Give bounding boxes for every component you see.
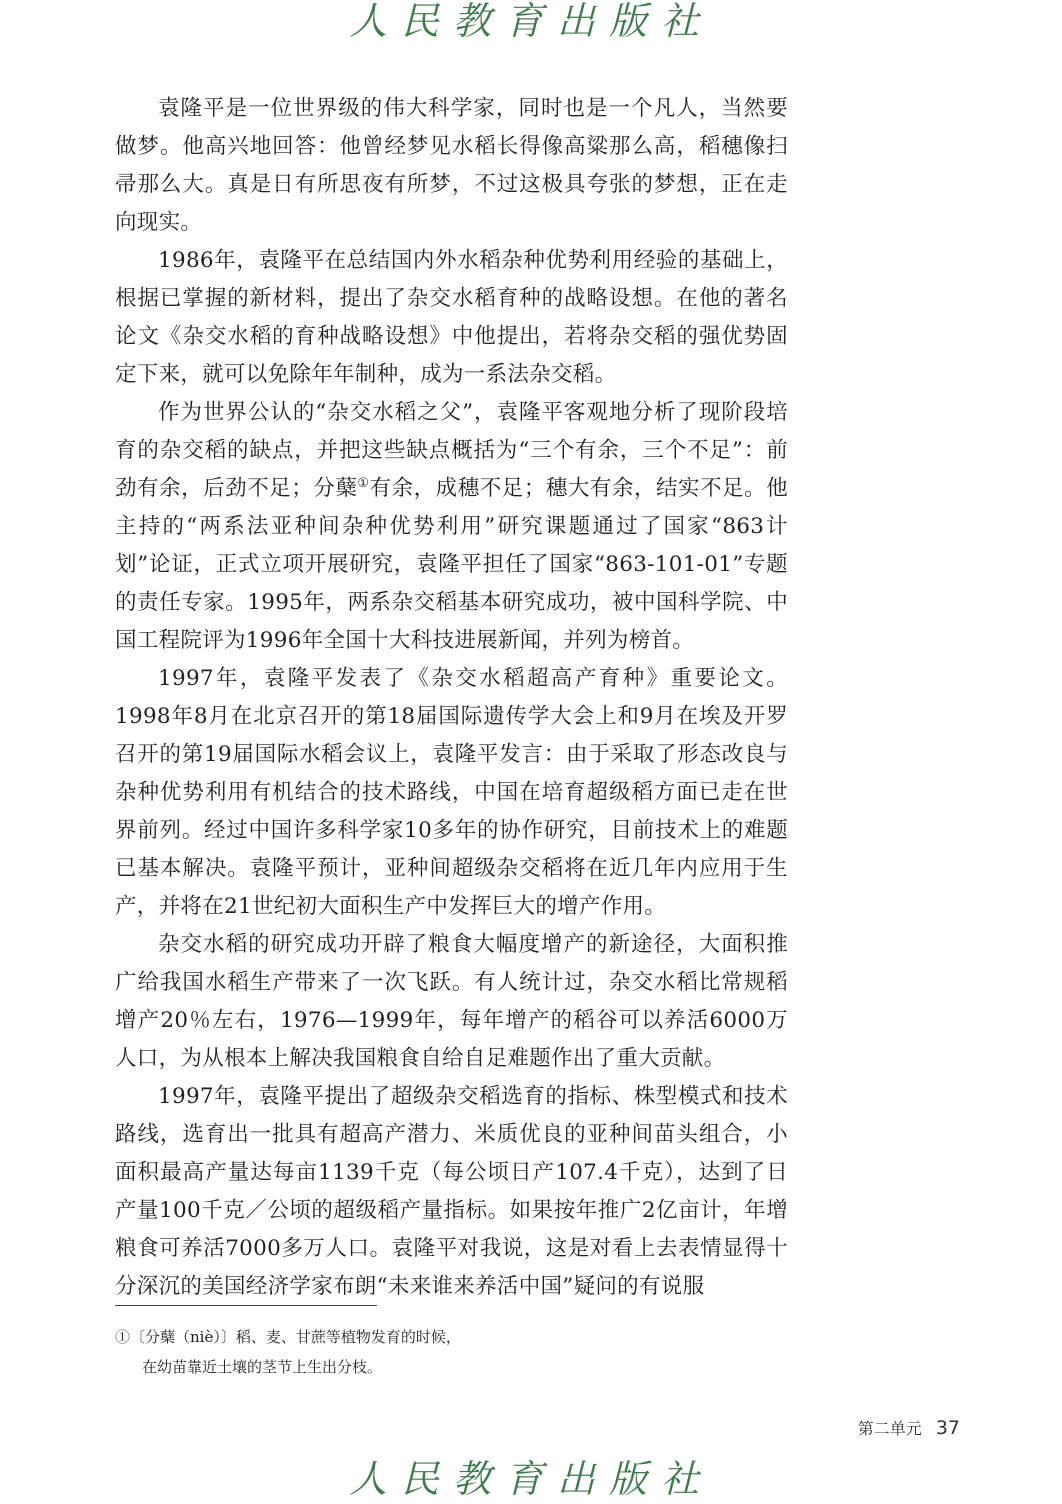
publisher-watermark-top: 人民教育出版社 bbox=[348, 0, 713, 43]
paragraph-1: 袁隆平是一位世界级的伟大科学家，同时也是一个凡人，当然要做梦。他高兴地回答：他曾经梦见水稻长得像高粱那么高，稻穗像扫帚那么大。真是日有所思夜有所梦，不过这极具夸张的梦想，正在走向现实。 bbox=[115, 96, 788, 235]
paragraph-4: 1997年，袁隆平发表了《杂交水稻超高产育种》重要论文。1998年8月在北京召开的第18届国际遗传学大会上和9月在埃及开罗召开的第19届国际水稻会议上，袁隆平发言：由于采取了形态改良与杂种优势利用有机结合的技术路线，中国在培育超级稻方面已走在世界前列。经过中国许多科学家10多年的协作研究，目前技术上的难题已基本解决。袁隆平预计，亚种间超级杂交稻将在近几年内应用于生产，并将在21世纪初大面积生产中发挥巨大的增产作用。 bbox=[115, 666, 788, 919]
paragraph-3-part-2: 有余，成穗不足；穗大有余，结实不足。他主持的“两系法亚种间杂种优势利用”研究课题通过了国家“863计划”论证，正式立项开展研究，袁隆平担任了国家“863-101-01”专题的责任专家。1995年，两系杂交稻基本研究成功，被中国科学院、中国工程院评为1996年全国十大科技进展新闻，并列为榜首。 bbox=[115, 476, 788, 653]
page-footer bbox=[858, 1416, 960, 1439]
footnote-line-1: ①〔分蘖（niè）〕稻、麦、甘蔗等植物发育的时候， bbox=[115, 1328, 461, 1346]
paragraph-3 bbox=[115, 394, 788, 660]
footnote-line-2: 在幼苗靠近土壤的茎节上生出分枝。 bbox=[142, 1358, 383, 1376]
article-body bbox=[115, 90, 788, 1306]
paragraph-3-part-1: 作为世界公认的“杂交水稻之父”，袁隆平客观地分析了现阶段培育的杂交稻的缺点，并把这些缺点概括为“三个有余，三个不足”：前劲有余，后劲不足；分蘖 bbox=[115, 400, 788, 501]
page-number: 37 bbox=[935, 1417, 960, 1439]
publisher-watermark-bottom: 人民教育出版社 bbox=[348, 1457, 713, 1501]
footnote-reference[interactable]: ① bbox=[357, 476, 370, 491]
unit-label: 第二单元 bbox=[857, 1419, 922, 1438]
footnote-divider bbox=[115, 1305, 377, 1306]
paragraph-6: 1997年，袁隆平提出了超级杂交稻选育的指标、株型模式和技术路线，选育出一批具有超高产潜力、米质优良的亚种间苗头组合，小面积最高产量达每亩1139千克（每公顷日产107.4千克），达到了日产量100千克／公顷的超级稻产量指标。如果按年推广2亿亩计，年增粮食可养活7000多万人口。袁隆平对我说，这是对看上去表情显得十分深沉的美国经济学家布朗“未来谁来养活中国”疑问的有说服 bbox=[115, 1084, 788, 1299]
footnote bbox=[115, 1322, 715, 1382]
paragraph-2: 1986年，袁隆平在总结国内外水稻杂种优势利用经验的基础上，根据已掌握的新材料，提出了杂交水稻育种的战略设想。在他的著名论文《杂交水稻的育种战略设想》中他提出，若将杂交稻的强优势固定下来，就可以免除年年制种，成为一系法杂交稻。 bbox=[115, 248, 788, 387]
paragraph-5: 杂交水稻的研究成功开辟了粮食大幅度增产的新途径，大面积推广给我国水稻生产带来了一次飞跃。有人统计过，杂交水稻比常规稻增产20％左右，1976—1999年，每年增产的稻谷可以养活6000万人口，为从根本上解决我国粮食自给自足难题作出了重大贡献。 bbox=[115, 932, 788, 1071]
